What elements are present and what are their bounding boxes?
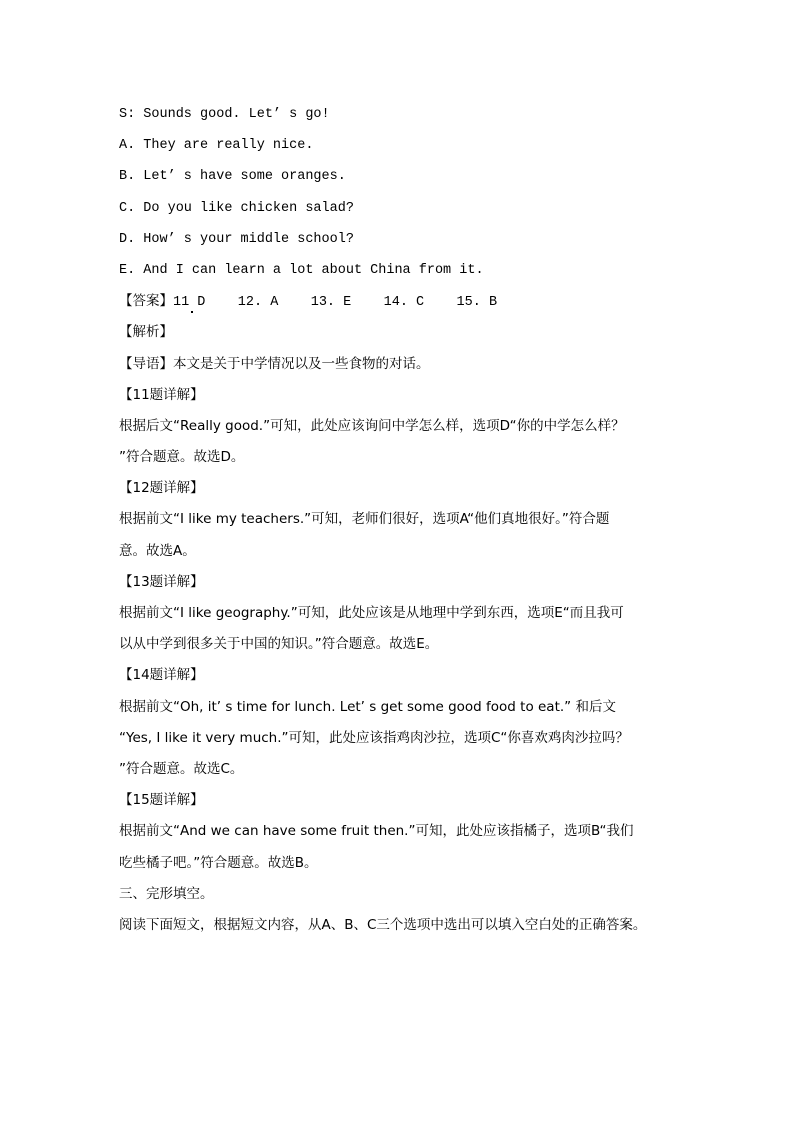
emphasis-dot bbox=[191, 311, 193, 313]
explanation-text: 根据前文“And we can have some fruit then.”可知，此处应该指橘子，选项B“我们 bbox=[119, 823, 634, 840]
explanation-text: 根据前文“I like geography.”可知，此处应该是从地理中学到东西，选项E“而且我可 bbox=[119, 605, 624, 621]
explanation-text: 以从中学到很多关于中国的知识。”符合题意。故选E。 bbox=[119, 636, 439, 653]
explanation-text: ”符合题意。故选D。 bbox=[119, 449, 245, 466]
analysis-label: 【解析】 bbox=[119, 324, 173, 341]
document-page bbox=[119, 99, 689, 941]
option-e: E. And I can learn a lot about China from it. bbox=[119, 262, 484, 278]
explanation-text: ”符合题意。故选C。 bbox=[119, 760, 244, 777]
dialogue-line: S: Sounds good. Let’ s go! bbox=[119, 107, 330, 122]
answer-label: 【答案】 bbox=[119, 293, 173, 310]
option-c: C. Do you like chicken salad? bbox=[119, 200, 354, 216]
option-a: A. They are really nice. bbox=[119, 138, 314, 154]
section-instruction: 阅读下面短文，根据短文内容，从A、B、C三个选项中选出可以填入空白处的正确答案。 bbox=[119, 916, 647, 933]
explanation-heading: 【15题详解】 bbox=[119, 792, 204, 809]
explanations bbox=[119, 380, 689, 879]
explanation-heading: 【12题详解】 bbox=[119, 480, 204, 497]
intro-text: 【导语】本文是关于中学情况以及一些食物的对话。 bbox=[119, 355, 430, 372]
explanation-text: “Yes, I like it very much.”可知，此处应该指鸡肉沙拉，选项C“你喜欢鸡肉沙拉吗？ bbox=[119, 729, 629, 746]
option-d: D. How’ s your middle school? bbox=[119, 231, 354, 247]
section-title: 三、完形填空。 bbox=[119, 885, 214, 902]
explanation-text: 根据后文“Really good.”可知，此处应该询问中学怎么样，选项D“你的中学怎么样？ bbox=[119, 417, 625, 434]
option-b: B. Let’ s have some oranges. bbox=[119, 169, 346, 185]
answer-values: 11 D 12. A 13. E 14. C 15. B bbox=[173, 295, 498, 311]
explanation-text: 吃些橘子吧。”符合题意。故选B。 bbox=[119, 854, 318, 871]
answer-line bbox=[119, 286, 689, 317]
explanation-text: 根据前文“I like my teachers.”可知，老师们很好，选项A“他们真地很好。”符合题 bbox=[119, 511, 610, 528]
explanation-heading: 【11题详解】 bbox=[119, 386, 204, 403]
explanation-heading: 【13题详解】 bbox=[119, 573, 204, 590]
explanation-text: 意。故选A。 bbox=[119, 542, 196, 559]
explanation-heading: 【14题详解】 bbox=[119, 667, 204, 684]
explanation-text: 根据前文“Oh, it’ s time for lunch. Let’ s get some good food to eat.” 和后文 bbox=[119, 698, 616, 715]
